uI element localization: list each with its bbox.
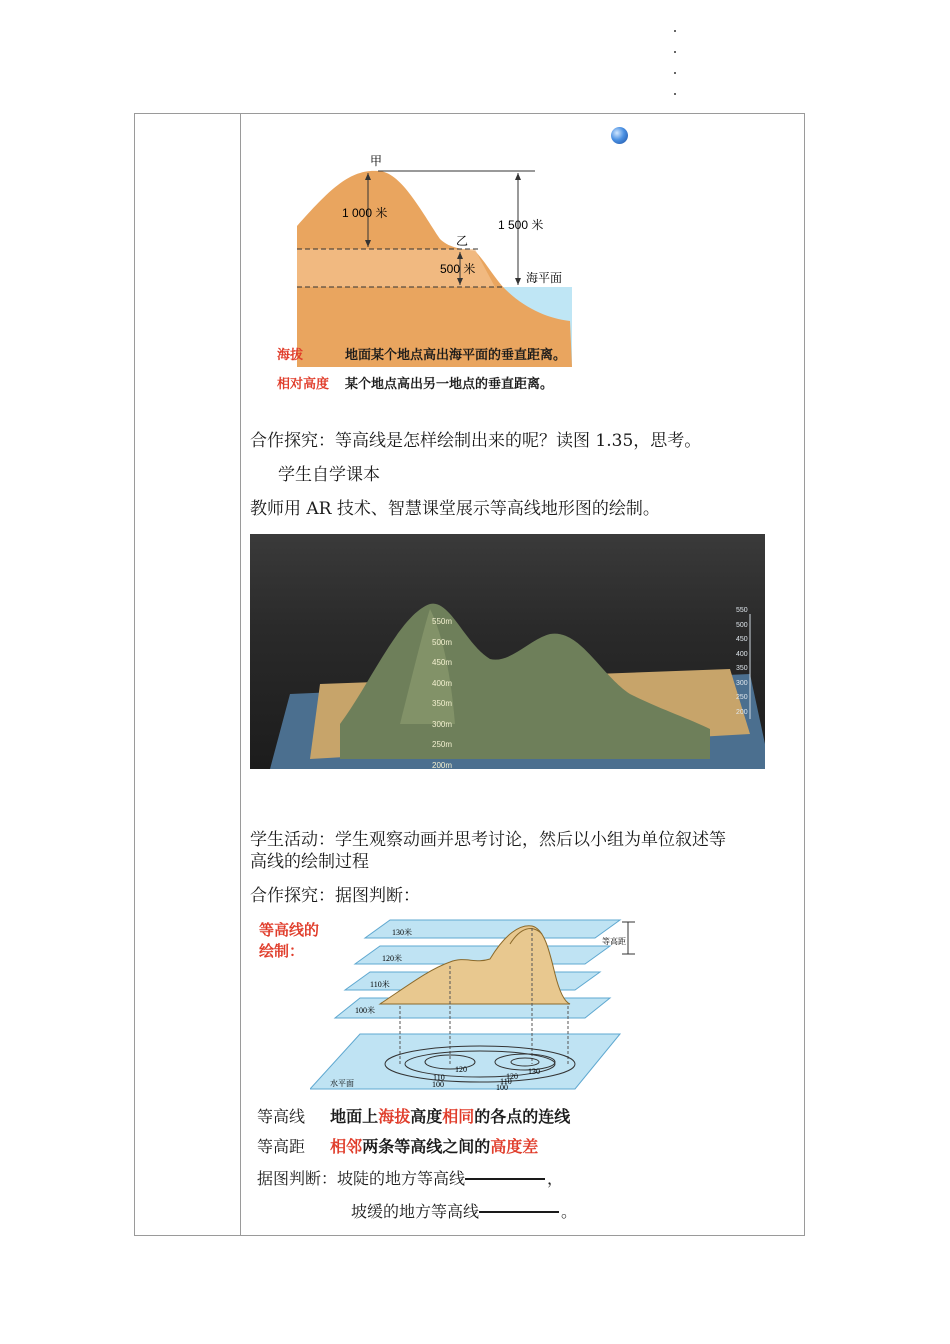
contour-red-altitude: 海拔	[378, 1107, 411, 1126]
contour-red-same: 相同	[442, 1107, 475, 1126]
contour-title-line2: 绘制：	[259, 943, 305, 960]
paragraph-inquiry-2: 合作探究：据图判断：	[250, 886, 420, 906]
ar-scale-400: 400	[736, 650, 748, 658]
contour-definition	[257, 1104, 570, 1127]
paragraph-self-study: 学生自学课本	[278, 465, 380, 485]
steep-end: ，	[547, 1169, 564, 1188]
ring-label-130: 130	[528, 1067, 540, 1076]
level-110-label: 110米	[370, 980, 390, 989]
sea-level-label: 海平面	[526, 271, 563, 285]
ring-label-120b: 120	[506, 1072, 518, 1081]
column-divider	[240, 114, 241, 1235]
ar-scale-200: 200	[736, 708, 748, 716]
ar-scale-500: 500	[736, 621, 748, 629]
contour-pre: 地面上	[330, 1107, 379, 1126]
ar-scale-bar	[736, 604, 748, 720]
ar-label-250: 250m	[432, 740, 453, 749]
gentle-end: 。	[561, 1202, 578, 1221]
ar-scale-350: 350	[736, 665, 748, 672]
contour-post: 的各点的连线	[474, 1107, 571, 1126]
ar-height-labels	[432, 612, 452, 769]
point-b-label: 乙	[456, 234, 469, 248]
steep-blank	[465, 1178, 545, 1180]
paragraph-ar-demo: 教师用 AR 技术、智慧课堂展示等高线地形图的绘制。	[250, 499, 660, 519]
point-a-label: 甲	[370, 154, 383, 168]
relative-height-definition: 某个地点高出另一地点的垂直距离。	[345, 377, 554, 392]
margin-dots	[674, 30, 678, 114]
ar-scale-250: 250	[736, 694, 748, 701]
paragraph-inquiry-1: 合作探究：等高线是怎样绘制出来的呢？读图 1.35，思考。	[250, 431, 702, 451]
altitude-definition: 地面某个地点高出海平面的垂直距离。	[345, 348, 567, 363]
contour-title-line1: 等高线的	[259, 922, 320, 939]
ar-label-200: 200m	[432, 760, 453, 769]
base-plane-label: 水平面	[330, 1079, 354, 1088]
judge-steep	[257, 1166, 563, 1189]
gentle-text: 坡缓的地方等高线	[351, 1202, 480, 1221]
steep-text: 坡陡的地方等高线	[337, 1169, 466, 1188]
interval-red-adjacent: 相邻	[330, 1137, 363, 1156]
ring-label-110b: 110	[500, 1077, 512, 1086]
contour-mid: 高度	[410, 1107, 443, 1126]
ring-label-100b: 100	[496, 1083, 508, 1092]
ring-label-100a: 100	[432, 1080, 444, 1089]
interval-red-diff: 高度差	[490, 1137, 539, 1156]
height-1000-label: 1 000 米	[342, 206, 388, 220]
ar-scale-450: 450	[736, 636, 748, 643]
altitude-term: 海拔	[277, 348, 304, 363]
level-130-label: 130米	[392, 928, 412, 937]
paragraph-student-activity-2: 高线的绘制过程	[250, 852, 369, 872]
interval-term: 等高距	[257, 1137, 306, 1156]
contour-diagram	[310, 914, 650, 1094]
ar-label-450: 450m	[432, 658, 453, 667]
gentle-blank	[479, 1211, 559, 1213]
ar-label-300: 300m	[432, 719, 453, 729]
ar-label-350: 350m	[432, 699, 453, 708]
ar-label-550: 550m	[432, 617, 453, 626]
paragraph-student-activity-1: 学生活动：学生观察动画并思考讨论，然后以小组为单位叙述等	[250, 830, 726, 850]
height-1500-label: 1 500 米	[498, 218, 544, 232]
level-100-label: 100米	[355, 1006, 375, 1015]
ar-scale-550: 550	[736, 607, 748, 614]
globe-icon	[611, 127, 628, 144]
relative-height-term: 相对高度	[277, 377, 330, 392]
ring-label-110a: 110	[433, 1073, 445, 1082]
lesson-table	[134, 113, 805, 1236]
interval-definition	[257, 1134, 538, 1157]
interval-mid: 两条等高线之间的	[362, 1137, 491, 1156]
judge-gentle	[351, 1199, 577, 1222]
contour-term: 等高线	[257, 1107, 306, 1126]
ring-label-120a: 120	[455, 1065, 467, 1074]
height-500-label: 500 米	[440, 262, 476, 276]
ar-terrain-image	[250, 534, 765, 769]
judge-label: 据图判断：	[257, 1169, 338, 1188]
ar-label-500: 500m	[432, 637, 453, 647]
ar-scale-300: 300	[736, 679, 748, 687]
ar-label-400: 400m	[432, 678, 453, 688]
interval-label: 等高距	[602, 937, 626, 946]
level-120-label: 120米	[382, 954, 402, 963]
